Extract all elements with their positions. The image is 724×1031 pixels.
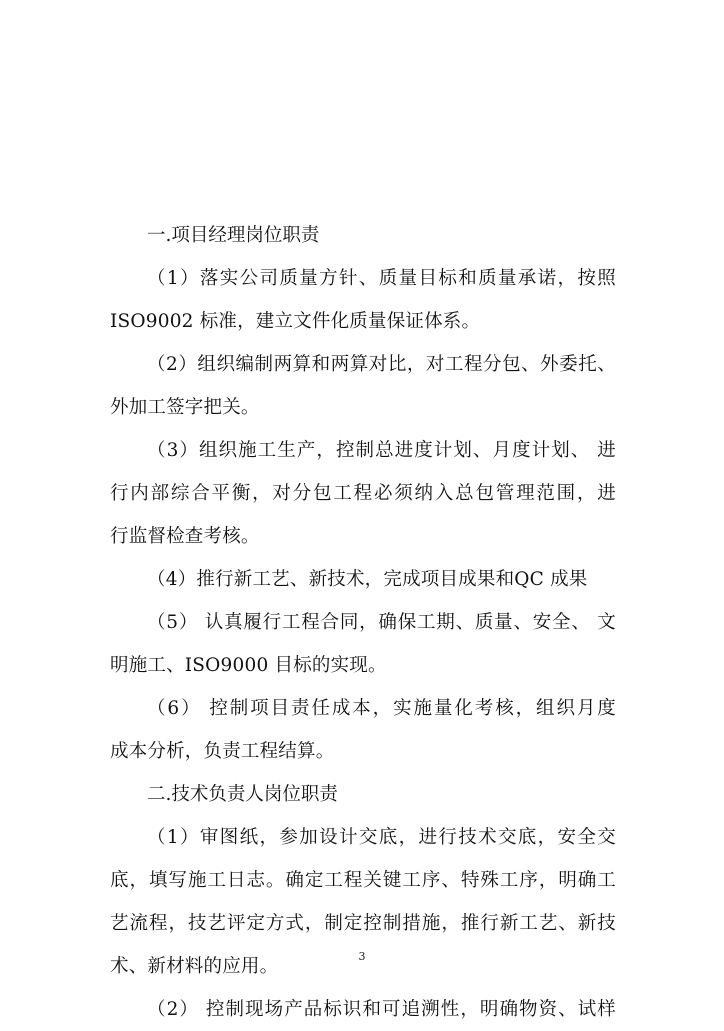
document-body [110,214,616,1031]
paragraph-line: 艺流程，技艺评定方式，制定控制措施，推行新工艺、新技 [110,913,616,934]
paragraph-line: （6） 控制项目责任成本，实施量化考核，组织月度 [147,698,616,719]
paragraph-line: （4）推行新工艺、新技术，完成项目成果和QC 成果 [147,569,588,590]
page-number: 3 [358,950,366,963]
section-heading-project-manager: 一.项目经理岗位职责 [147,225,320,246]
paragraph-line: （1）落实公司质量方针、质量目标和质量承诺，按照 [147,268,616,289]
paragraph-line: （3）组织施工生产，控制总进度计划、月度计划、 进 [147,440,616,461]
paragraph-line: 底，填写施工日志。确定工程关键工序、特殊工序，明确工 [110,870,616,891]
paragraph-line: （1）审图纸，参加设计交底，进行技术交底，安全交 [147,827,616,848]
paragraph-line: 行监督检查考核。 [110,526,260,547]
paragraph-line: 成本分析，负责工程结算。 [110,741,335,762]
paragraph-line: 明施工、ISO9000 目标的实现。 [110,655,387,676]
paragraph-line: （2） 控制现场产品标识和可追溯性，明确物资、试样 [147,999,616,1020]
paragraph-line: （2）组织编制两算和两算对比，对工程分包、外委托、 [147,354,616,375]
paragraph-line: 行内部综合平衡，对分包工程必须纳入总包管理范围，进 [110,483,616,504]
paragraph-line: 术、新材料的应用。 [110,956,279,977]
paragraph-line: （5） 认真履行工程合同，确保工期、质量、安全、 文 [147,612,616,633]
paragraph-line: ISO9002 标准，建立文件化质量保证体系。 [110,311,481,332]
paragraph-line: 外加工签字把关。 [110,397,260,418]
section-heading-technical-lead: 二.技术负责人岗位职责 [147,784,338,805]
